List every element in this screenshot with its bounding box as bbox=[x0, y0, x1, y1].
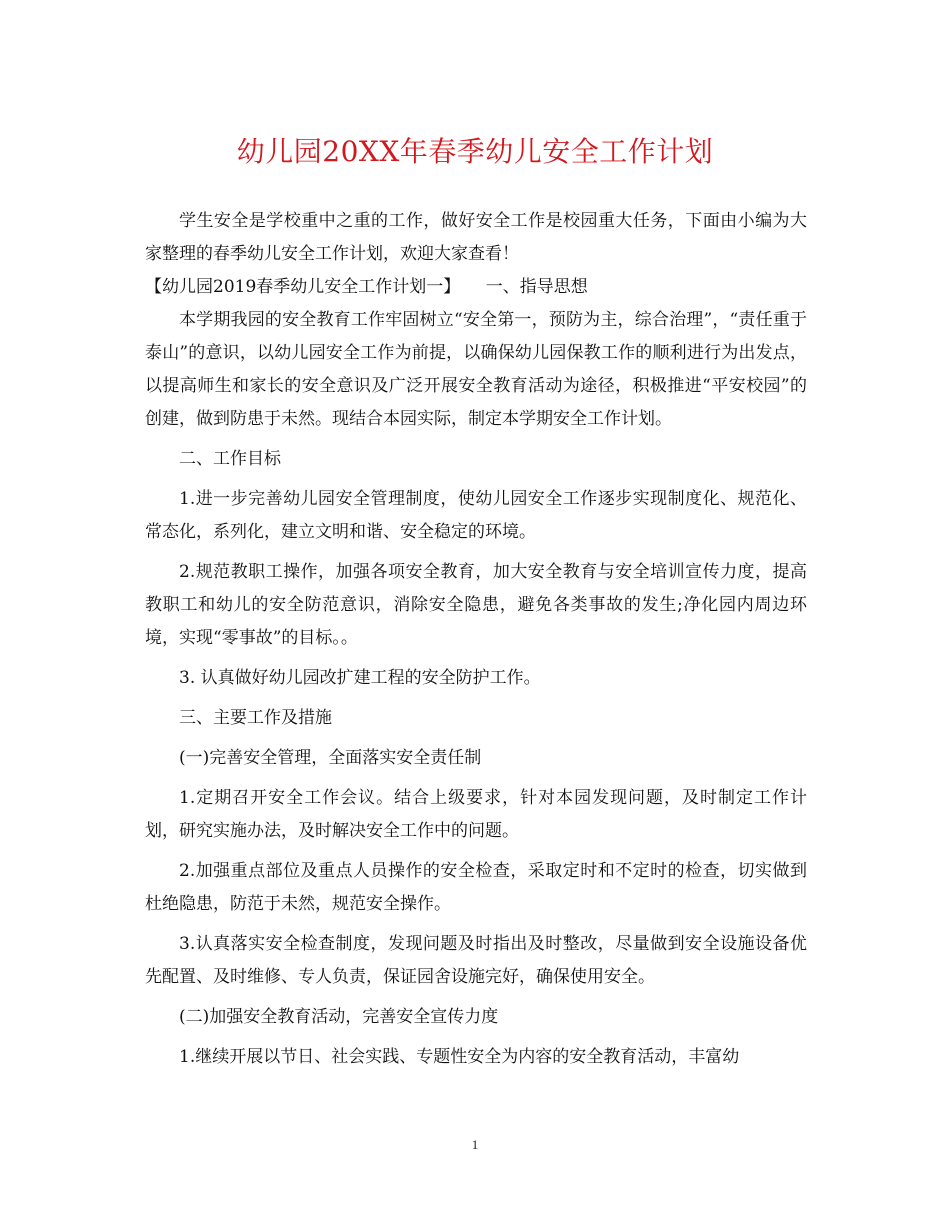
intro-paragraph: 学生安全是学校重中之重的工作，做好安全工作是校园重大任务，下面由小编为大家整理的春季幼儿安全工作计划，欢迎大家查看！ bbox=[145, 211, 807, 264]
measure-item-1: 1.定期召开安全工作会议。结合上级要求，针对本园发现问题，及时制定工作计划，研究实施办法，及时解决安全工作中的问题。 bbox=[145, 788, 807, 841]
guiding-thought-paragraph: 本学期我园的安全教育工作牢固树立“安全第一，预防为主，综合治理”，“责任重于泰山”的意识，以幼儿园安全工作为前提，以确保幼儿园保教工作的顺利进行为出发点，以提高师生和家长的安全意识及广泛开展安全教育活动为途径，积极推进“平安校园”的创建，做到防患于未然。现结合本园实际，制定本学期安全工作计划。 bbox=[145, 310, 807, 429]
education-item-1: 1.继续开展以节日、社会实践、专题性安全为内容的安全教育活动，丰富幼 bbox=[179, 1047, 740, 1067]
subsection-heading-2: (二)加强安全教育活动，完善安全宣传力度 bbox=[179, 1007, 499, 1027]
measure-item-3: 3.认真落实安全检查制度，发现问题及时指出及时整改，尽量做到安全设施设备优先配置、及时维修、专人负责，保证园舍设施完好，确保使用安全。 bbox=[145, 934, 807, 987]
document-title: 幼儿园20XX年春季幼儿安全工作计划 bbox=[236, 135, 714, 168]
section-heading-goals: 二、工作目标 bbox=[179, 449, 281, 469]
plan-one-heading: 【幼儿园2019春季幼儿安全工作计划一】 一、指导思想 bbox=[145, 277, 588, 297]
subsection-heading-1: (一)完善安全管理，全面落实安全责任制 bbox=[179, 748, 482, 768]
document-body bbox=[145, 205, 807, 1081]
section-heading-measures: 三、主要工作及措施 bbox=[179, 708, 332, 728]
goal-item-2: 2.规范教职工操作，加强各项安全教育，加大安全教育与安全培训宣传力度，提高教职工和幼儿的安全防范意识，消除安全隐患，避免各类事故的发生;净化园内周边环境，实现“零事故”的目标。。 bbox=[145, 562, 807, 648]
goal-item-3: 3. 认真做好幼儿园改扩建工程的安全防护工作。 bbox=[179, 668, 541, 688]
goal-item-1: 1.进一步完善幼儿园安全管理制度，使幼儿园安全工作逐步实现制度化、规范化、常态化，系列化，建立文明和谐、安全稳定的环境。 bbox=[145, 489, 807, 542]
page-number: 1 bbox=[471, 1137, 479, 1152]
measure-item-2: 2.加强重点部位及重点人员操作的安全检查，采取定时和不定时的检查，切实做到杜绝隐患，防范于未然，规范安全操作。 bbox=[145, 861, 807, 914]
